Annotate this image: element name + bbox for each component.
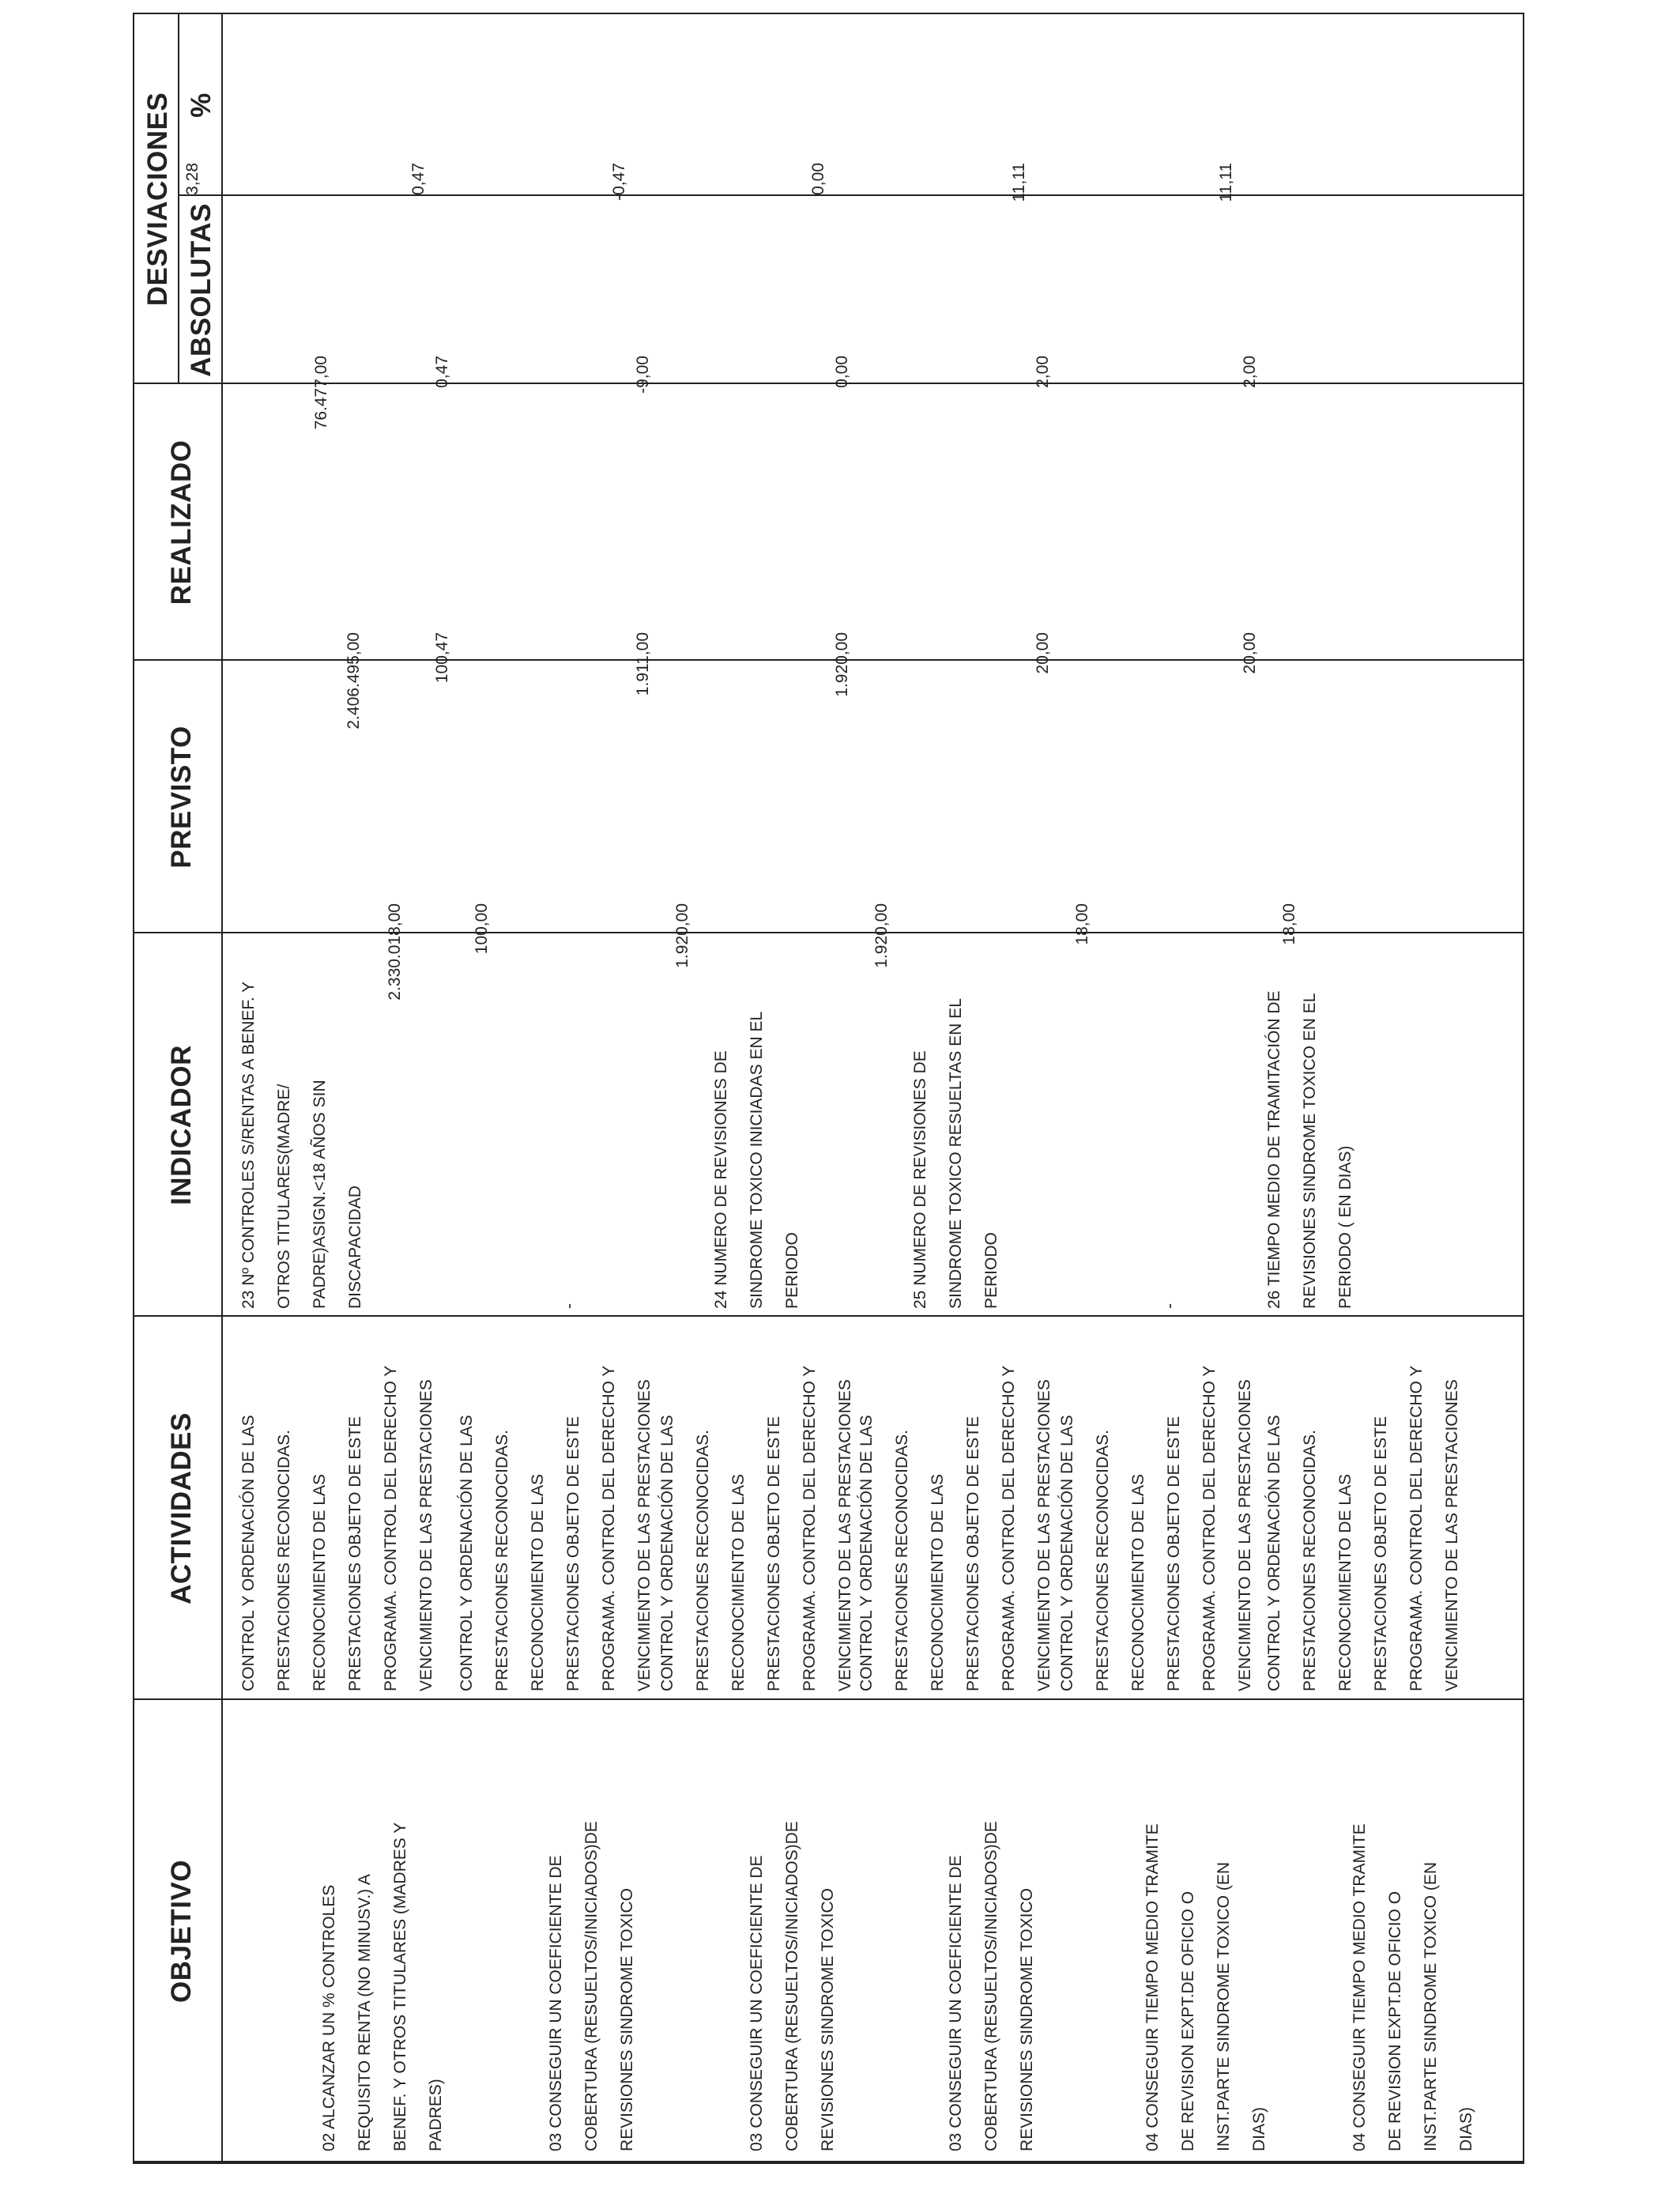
realizado-value: 1.920,00 [833, 632, 851, 697]
absolutas-value: 0,47 [433, 356, 451, 388]
realizado-value: 2.406.495,00 [345, 632, 363, 729]
cell-line: REVISIONES SINDROME TOXICO [1018, 1888, 1036, 2151]
previsto-value: 1.920,00 [673, 903, 691, 968]
column-divider [134, 1315, 1523, 1317]
cell-line: REVISIONES SINDROME TOXICO EN EL [1301, 993, 1319, 1309]
cell-line: CONTROL Y ORDENACIÓN DE LAS [458, 1415, 476, 1691]
cell-line: RECONOCIMIENTO DE LAS [1129, 1474, 1147, 1691]
indicador-cell [703, 937, 810, 1309]
cell-line: 04 CONSEGUIR TIEMPO MEDIO TRAMITE [1350, 1823, 1369, 2151]
porcentaje-value: 0,47 [409, 163, 428, 195]
header-previsto: PREVISTO [166, 726, 197, 869]
cell-line: PROGRAMA. CONTROL DEL DERECHO Y [1000, 1365, 1018, 1691]
indicador-cell [1256, 937, 1363, 1309]
previsto-value: 2.330.018,00 [386, 903, 404, 1001]
previsto-value: 1.920,00 [872, 903, 891, 968]
indicators-table [133, 13, 1524, 2164]
cell-line: 04 CONSEGUIR TIEMPO MEDIO TRAMITE [1143, 1823, 1162, 2151]
cell-line: VENCIMIENTO DE LAS PRESTACIONES [635, 1379, 654, 1691]
previsto-value: 18,00 [1280, 903, 1298, 945]
absolutas-value: 2,00 [1241, 356, 1259, 388]
column-divider [134, 659, 1523, 661]
cell-line: 03 CONSEGUIR UN COEFICIENTE DE [748, 1855, 766, 2151]
cell-line: REQUISITO RENTA (NO MINUSV.) A [356, 1874, 374, 2151]
cell-line: PERIODO [982, 1232, 1000, 1309]
header-actividades: ACTIVIDADES [166, 1412, 197, 1604]
cell-line: 03 CONSEGUIR UN COEFICIENTE DE [547, 1855, 565, 2151]
realizado-value: 100,47 [433, 632, 451, 684]
cell-line: REVISIONES SINDROME TOXICO [819, 1888, 837, 2151]
cell-line: PRESTACIONES RECONOCIDAS. [493, 1430, 511, 1691]
cell-line: PRESTACIONES RECONOCIDAS. [694, 1430, 712, 1691]
cell-line: DISCAPACIDAD [346, 1186, 364, 1309]
cell-line: SINDROME TOXICO RESUELTAS EN EL [947, 998, 965, 1309]
column-divider [134, 1698, 1523, 1700]
cell-line: 26 TIEMPO MEDIO DE TRAMITACIÓN DE [1265, 990, 1283, 1309]
cell-line: PADRE)ASIGN.<18 AÑOS SIN [311, 1080, 329, 1309]
cell-line: OTROS TITULARES(MADRE/ [275, 1084, 293, 1309]
cell-line: VENCIMIENTO DE LAS PRESTACIONES [417, 1379, 435, 1691]
cell-line: 23 Nº CONTROLES S/RENTAS A BENEF. Y [239, 981, 258, 1309]
cell-line: INST.PARTE SINDROME TOXICO (EN [1422, 1861, 1440, 2151]
cell-line: INST.PARTE SINDROME TOXICO (EN [1215, 1861, 1233, 2151]
indicador-cell [902, 937, 1009, 1309]
cell-line: 02 ALCANZAR UN % CONTROLES [320, 1884, 338, 2151]
cell-line: CONTROL Y ORDENACIÓN DE LAS [239, 1415, 258, 1691]
cell-line: CONTROL Y ORDENACIÓN DE LAS [658, 1415, 676, 1691]
realizado-value: 20,00 [1034, 632, 1052, 674]
cell-line: PRESTACIONES RECONOCIDAS. [1301, 1430, 1319, 1691]
cell-line: VENCIMIENTO DE LAS PRESTACIONES [1443, 1379, 1461, 1691]
column-divider [134, 932, 1523, 933]
cell-line: PRESTACIONES RECONOCIDAS. [893, 1430, 911, 1691]
cell-line: RECONOCIMIENTO DE LAS [1336, 1474, 1354, 1691]
header-objetivo: OBJETIVO [166, 1860, 197, 2003]
cell-line: DIAS) [1250, 2106, 1268, 2151]
cell-line: 25 NUMERO DE REVISIONES DE [911, 1050, 929, 1309]
porcentaje-value: -0,47 [610, 163, 628, 201]
cell-line: PERIODO ( EN DIAS) [1336, 1145, 1354, 1309]
cell-line: PROGRAMA. CONTROL DEL DERECHO Y [1407, 1365, 1426, 1691]
cell-line: PROGRAMA. CONTROL DEL DERECHO Y [1200, 1365, 1219, 1691]
cell-line: PRESTACIONES OBJETO DE ESTE [564, 1416, 582, 1691]
absolutas-value: 76.477,00 [312, 356, 330, 430]
cell-line: RECONOCIMIENTO DE LAS [729, 1474, 748, 1691]
cell-line: VENCIMIENTO DE LAS PRESTACIONES [1236, 1379, 1254, 1691]
cell-line: PADRES) [427, 2079, 445, 2151]
desviaciones-split-rule [178, 14, 179, 384]
cell-line: PRESTACIONES RECONOCIDAS. [1094, 1430, 1112, 1691]
cell-line: DE REVISION EXPT.DE OFICIO O [1386, 1891, 1404, 2151]
porcentaje-value: 0,00 [809, 163, 827, 195]
cell-line: SINDROME TOXICO INICIADAS EN EL [748, 1011, 766, 1309]
porcentaje-value: 3,28 [183, 163, 202, 195]
cell-line: PRESTACIONES OBJETO DE ESTE [964, 1416, 982, 1691]
cell-line: PRESTACIONES OBJETO DE ESTE [1372, 1416, 1390, 1691]
header-indicador: INDICADOR [166, 1045, 197, 1205]
cell-line: RECONOCIMIENTO DE LAS [529, 1474, 547, 1691]
absolutas-value: 0,00 [833, 356, 851, 388]
objetivo-cell [1342, 1705, 1484, 2151]
porcentaje-value: 11,11 [1217, 163, 1235, 202]
cell-line: CONTROL Y ORDENACIÓN DE LAS [1265, 1415, 1283, 1691]
realizado-value: 20,00 [1241, 632, 1259, 674]
cell-line: REVISIONES SINDROME TOXICO [618, 1888, 636, 2151]
cell-line: PRESTACIONES OBJETO DE ESTE [1165, 1416, 1183, 1691]
previsto-value: 18,00 [1073, 903, 1091, 945]
cell-line: PROGRAMA. CONTROL DEL DERECHO Y [600, 1365, 618, 1691]
cell-line: COBERTURA (RESUELTOS/INICIADOS)DE [582, 1821, 601, 2151]
column-divider [134, 383, 1523, 384]
header-absolutas: ABSOLUTAS [186, 203, 217, 377]
cell-line: PROGRAMA. CONTROL DEL DERECHO Y [800, 1365, 819, 1691]
cell-line: RECONOCIMIENTO DE LAS [311, 1474, 329, 1691]
header-porcentaje: % [186, 92, 217, 118]
objetivo-cell [739, 1705, 846, 2151]
cell-line: VENCIMIENTO DE LAS PRESTACIONES [1035, 1379, 1053, 1691]
indicador-cell [552, 937, 587, 1309]
header-desviaciones: DESVIACIONES [142, 92, 173, 307]
cell-line: COBERTURA (RESUELTOS/INICIADOS)DE [783, 1821, 801, 2151]
cell-line: PERIODO [783, 1232, 801, 1309]
realizado-value: 1.911,00 [634, 632, 652, 696]
header-realizado: REALIZADO [166, 439, 197, 605]
cell-line: DIAS) [1457, 2106, 1475, 2151]
cell-line: VENCIMIENTO DE LAS PRESTACIONES [836, 1379, 854, 1691]
column-divider [134, 2161, 1523, 2162]
cell-line: DE REVISION EXPT.DE OFICIO O [1179, 1891, 1197, 2151]
objetivo-cell [311, 1705, 454, 2151]
cell-line: PRESTACIONES OBJETO DE ESTE [346, 1416, 364, 1691]
cell-line: CONTROL Y ORDENACIÓN DE LAS [1058, 1415, 1076, 1691]
cell-line: 03 CONSEGUIR UN COEFICIENTE DE [947, 1855, 965, 2151]
absolutas-value: 2,00 [1034, 356, 1052, 388]
header-bottom-rule [221, 14, 223, 2162]
cell-line: RECONOCIMIENTO DE LAS [929, 1474, 947, 1691]
absolutas-value: -9,00 [634, 356, 652, 394]
cell-line: 24 NUMERO DE REVISIONES DE [712, 1050, 730, 1309]
indicador-cell [1152, 937, 1188, 1309]
cell-line: PRESTACIONES RECONOCIDAS. [275, 1430, 293, 1691]
cell-line: - [560, 1303, 578, 1309]
cell-line: PRESTACIONES OBJETO DE ESTE [765, 1416, 783, 1691]
cell-line: BENEF. Y OTROS TITULARES (MADRES Y [391, 1822, 409, 2151]
cell-line: CONTROL Y ORDENACIÓN DE LAS [857, 1415, 876, 1691]
cell-line: - [1161, 1303, 1179, 1309]
cell-line: PROGRAMA. CONTROL DEL DERECHO Y [382, 1365, 400, 1691]
previsto-value: 100,00 [473, 903, 491, 955]
cell-line: COBERTURA (RESUELTOS/INICIADOS)DE [982, 1821, 1000, 2151]
porcentaje-value: 11,11 [1010, 163, 1028, 202]
column-divider [178, 194, 1523, 196]
